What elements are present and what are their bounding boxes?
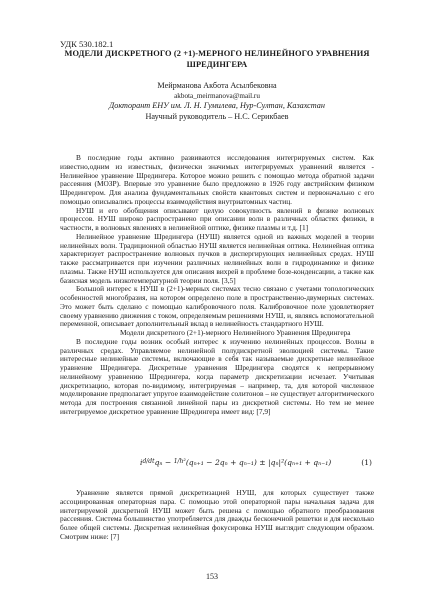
section-heading: Модели дискретного (2+1)-мерного Нелинейного Уравнения Шредингера [120,328,351,337]
supervisor: Научный руководитель – Н.С. Серикбаев [145,111,289,121]
paragraph: Уравнение является прямой дискретизацией НУШ, для которых существует также ассоциированная операторная пара. С помощью этой операторной пары начальная задача для интегрируемой дискретной НУШ может быть решена с помощью обратного преобразования рассеяния. Система большинство употребляется для дважды бесконечной решетки и для несколько более общей системы. Дискретная нелинейная фокусировка НУШ выглядит следующим образом. Смотрим ниже: [7] [60,488,374,541]
body-text [60,154,374,417]
paragraph: В последние годы возник особый интерес к изучению нелинейных процессов. Волны в различных средах. Управляемое нелинейной полудискретной эволюцией системы. Такие интересные нелинейные системы, включающие в себя так называемые дискретные нелинейное уравнение Шредингера. Дискретные уравнения Шредингера сводятся к непрерывному нелинейному уравнению Шредингера, когда параметр дискретизации исчезает. Учитывая дискретизацию, которая по-видимому, интегрируемая – например, та, для которой численное моделирование предполагает упругое взаимодействие солитонов – не существует алгоритмического метода для построения связанной линейной пары из дискретной системы. Но тем не менее интегрируемое дискретное уравнение Шредингера имеет вид: [7,9] [60,336,375,416]
author-block [58,81,376,122]
equation [60,456,374,472]
paragraph: Нелинейное уравнение Шредингера (НУШ) является одной из важных моделей в теории нелинейных волн. Традиционной областью НУШ является нелинейная оптика. Нелинейная оптика характеризует распространение волновых пучков в диспергирующих нелинейных средах. НУШ также рассматривается при изучении различных нелинейных волн в гидродинамике и физике плазмы. Также НУШ используется для описания вихрей в проблеме бозе-конденсации, а также как базисная модель низкотемпературной теории поля. [3,5] [60,231,374,285]
body-text-continued [60,489,374,542]
page-number: 153 [206,572,218,581]
paper-title: МОДЕЛИ ДИСКРЕТНОГО (2 +1)-МЕРНОГО НЕЛИНЕЙНОГО УРАВНЕНИЯ ШРЕДИНГЕРА [64,49,370,69]
paragraph: В последние годы активно развиваются исследования интегрируемых систем. Как известно,одним из известных, физически значимых интегрируемых уравнений является - Нелинейное уравнение Шредингера. Которое можно решить с помощью метода обратной задачи рассеяния (МОЗР). Впервые это уравнение было предложено в 1926 году австрийским физиком Шредингером. Для анализа фундаментальных свойств квантовых систем и первоначально с его помощью описывались процессы взаимодействия внутриатомных частиц. [60,153,374,206]
paragraph: Большой интерес к НУШ в (2+1)-мерных системах тесно связано с учетами топологических особенностей многобразия, на котором определено поле в пространственно-двумерных системах. Это может быть сделано с помощью калибровочного поля. Калибровочное поле удовлетворяет своему уравнению движения с током, определяемым решениями НУШ, и, являясь вспомогательной переменной, описывает дополнительный вклад в нелинейность стандартного НУШ. [60,284,374,329]
equation-number: (1) [361,458,372,467]
author-name: Мейрманова Акбота Асылбековна [157,81,277,90]
udk-code: УДК 530.182.1 [60,39,114,49]
equation-expression: $i^{d/dt}q_n - ^{1/h^2}(q_{n+1} - 2q_n + q_{n-1}) \pm |q_n|^2(q_{n+1} + q_{n-1})$ [140,458,332,467]
author-affiliation: Докторант ЕНУ им. Л. Н. Гумилева, Нур-Султан, Казахстан [109,101,325,111]
paragraph: НУШ и его обобщения описывают целую совокупность явлений в физике волновых процессов. НУШ широко распространено при описании волн в различных областях физики, в частности, в волновых явлениях в нелинейной оптике, физике плазмы и т.д. [1] [60,205,374,232]
author-email: akbota_meirmanova@mail.ru [174,92,260,101]
